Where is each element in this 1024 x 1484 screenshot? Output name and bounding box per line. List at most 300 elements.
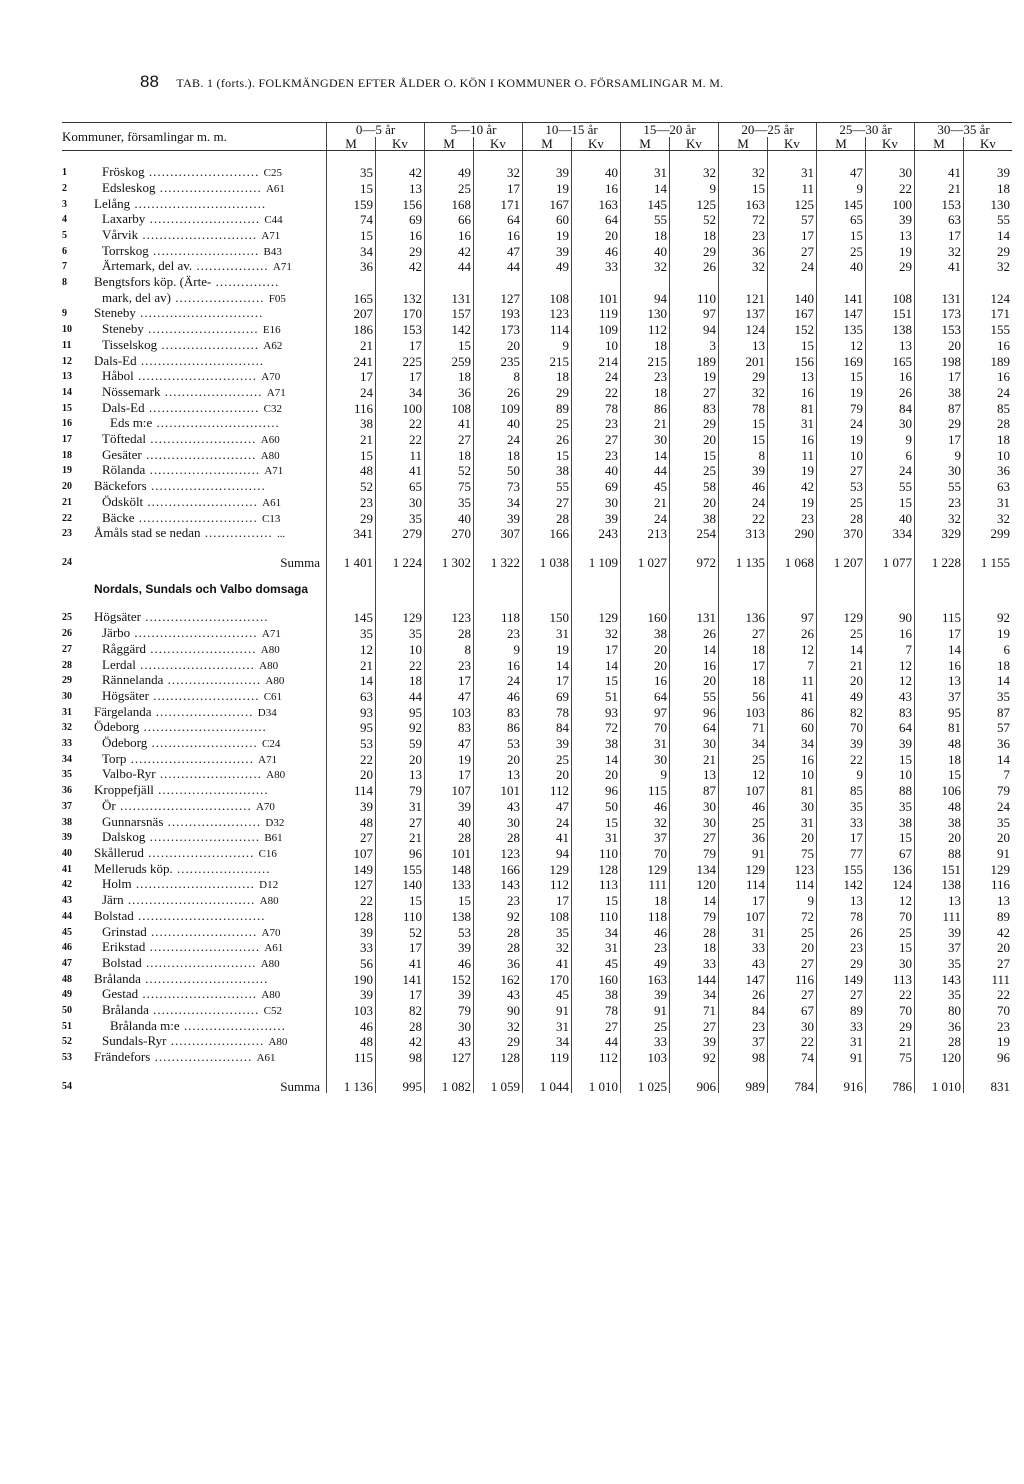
section-spacer	[817, 597, 866, 611]
value-cell: 116	[964, 877, 1013, 893]
spacer-cell	[62, 569, 94, 583]
value-cell: 13	[866, 338, 915, 354]
value-cell: 41	[425, 416, 474, 432]
section-spacer	[523, 597, 572, 611]
dot-leaders: ................	[200, 526, 278, 541]
value-cell: 128	[572, 862, 621, 878]
value-cell: 14	[964, 228, 1013, 244]
value-cell: 784	[768, 1080, 817, 1094]
value-cell: 43	[474, 799, 523, 815]
row-number: 23	[62, 528, 72, 540]
value-cell: 36	[915, 1019, 964, 1035]
dot-leaders: ..........................	[143, 322, 263, 337]
table-row	[62, 830, 1012, 846]
value-cell: 39	[327, 987, 376, 1003]
value-cell: 108	[523, 909, 572, 925]
value-cell: 165	[866, 354, 915, 370]
value-cell: 91	[621, 1003, 670, 1019]
dot-leaders: .................	[192, 259, 273, 274]
row-label	[94, 259, 327, 275]
value-cell: 25	[768, 925, 817, 941]
row-name: Torrskog	[102, 243, 149, 258]
value-cell: 32	[621, 259, 670, 275]
spacer-cell	[964, 1066, 1013, 1080]
row-name: Erikstad	[102, 940, 146, 955]
value-cell: 18	[621, 385, 670, 401]
value-cell: 31	[719, 925, 768, 941]
value-cell: 18	[670, 228, 719, 244]
row-name: Brålanda	[94, 971, 141, 986]
value-cell: 15	[425, 893, 474, 909]
value-cell: 40	[474, 416, 523, 432]
value-cell: 259	[425, 354, 474, 370]
value-cell: 1 077	[866, 556, 915, 570]
value-cell: 1 401	[327, 556, 376, 570]
value-cell: 23	[621, 940, 670, 956]
value-cell: 27	[327, 830, 376, 846]
value-cell	[719, 275, 768, 291]
spacer-cell	[817, 542, 866, 556]
section-spacer	[621, 597, 670, 611]
value-cell: 21	[915, 181, 964, 197]
row-number: 27	[62, 643, 72, 655]
age-group-header: 20—25 år	[719, 123, 817, 137]
parish-code: C61	[263, 690, 283, 703]
age-group-header: 0—5 år	[327, 123, 425, 137]
spacer-cell	[523, 151, 572, 165]
value-cell: 79	[425, 1003, 474, 1019]
spacer-cell	[719, 569, 768, 583]
value-cell: 20	[523, 767, 572, 783]
value-cell: 136	[719, 610, 768, 626]
value-cell: 36	[964, 736, 1013, 752]
spacer-cell	[866, 569, 915, 583]
value-cell: 27	[670, 1019, 719, 1035]
value-cell: 45	[621, 479, 670, 495]
value-cell: 46	[425, 956, 474, 972]
value-cell: 120	[915, 1050, 964, 1066]
value-cell: 115	[915, 610, 964, 626]
row-name: Bengtsfors köp. (Ärte-	[94, 275, 212, 290]
value-cell: 84	[866, 401, 915, 417]
value-cell: 15	[719, 416, 768, 432]
table-row	[62, 495, 1012, 511]
value-cell: 24	[964, 799, 1013, 815]
table-row	[62, 228, 1012, 244]
value-cell: 34	[572, 925, 621, 941]
dot-leaders: .............................	[140, 610, 269, 625]
value-cell: 112	[523, 783, 572, 799]
value-cell: 370	[817, 526, 866, 542]
row-label	[94, 987, 327, 1003]
table-row	[62, 244, 1012, 260]
row-name: Eds m:e	[110, 416, 153, 431]
value-cell: 46	[621, 925, 670, 941]
spacer-cell	[523, 1066, 572, 1080]
value-cell: 30	[768, 799, 817, 815]
sex-header-female: Kv	[670, 137, 719, 151]
row-number: 7	[62, 261, 67, 273]
value-cell: 14	[621, 181, 670, 197]
value-cell: 114	[719, 877, 768, 893]
sex-header-female: Kv	[964, 137, 1013, 151]
value-cell: 16	[376, 228, 425, 244]
value-cell: 18	[670, 940, 719, 956]
spacer-cell	[376, 1066, 425, 1080]
sex-header-female: Kv	[376, 137, 425, 151]
value-cell: 14	[621, 448, 670, 464]
value-cell: 36	[425, 385, 474, 401]
value-cell: 26	[474, 385, 523, 401]
row-number: 1	[62, 167, 67, 179]
value-cell: 73	[474, 479, 523, 495]
value-cell: 16	[474, 658, 523, 674]
dot-leaders: ..............................	[123, 893, 260, 908]
value-cell: 36	[327, 259, 376, 275]
sex-header-female: Kv	[768, 137, 817, 151]
value-cell: 225	[376, 354, 425, 370]
value-cell: 15	[670, 448, 719, 464]
value-cell: 279	[376, 526, 425, 542]
value-cell: 97	[768, 610, 817, 626]
value-cell: 31	[572, 940, 621, 956]
value-cell: 123	[474, 846, 523, 862]
value-cell: 19	[964, 1034, 1013, 1050]
value-cell: 36	[964, 463, 1013, 479]
sex-header-male: M	[915, 137, 964, 151]
value-cell: 41	[376, 463, 425, 479]
dot-leaders: ........................	[179, 1018, 286, 1033]
value-cell: 38	[327, 416, 376, 432]
parish-code: A71	[266, 386, 286, 399]
parish-code: C32	[263, 402, 282, 415]
value-cell	[915, 275, 964, 291]
value-cell: 27	[670, 830, 719, 846]
value-cell: 141	[817, 291, 866, 307]
value-cell: 28	[964, 416, 1013, 432]
row-name: Frändefors	[94, 1050, 151, 1065]
row-number: 2	[62, 182, 67, 194]
value-cell: 116	[768, 972, 817, 988]
value-cell: 17	[719, 658, 768, 674]
value-cell: 19	[670, 369, 719, 385]
value-cell: 15	[817, 369, 866, 385]
value-cell: 129	[376, 610, 425, 626]
value-cell: 9	[817, 767, 866, 783]
value-cell: 17	[425, 673, 474, 689]
dot-leaders: .............................	[136, 353, 265, 368]
value-cell: 16	[425, 228, 474, 244]
value-cell: 15	[327, 448, 376, 464]
value-cell: 134	[670, 862, 719, 878]
section-spacer	[768, 583, 817, 597]
table-row	[62, 909, 1012, 925]
value-cell: 13	[915, 893, 964, 909]
value-cell: 78	[572, 1003, 621, 1019]
value-cell: 30	[866, 416, 915, 432]
row-name: Rännelanda	[102, 673, 164, 688]
dot-leaders: ..........................	[145, 940, 265, 955]
value-cell: 166	[523, 526, 572, 542]
value-cell: 150	[523, 610, 572, 626]
value-cell: 66	[425, 212, 474, 228]
value-cell: 35	[964, 815, 1013, 831]
value-cell: 79	[670, 909, 719, 925]
parish-code: A80	[260, 643, 280, 656]
dot-leaders: .........................	[147, 736, 263, 751]
row-label	[94, 658, 327, 674]
value-cell: 186	[327, 322, 376, 338]
value-cell: 17	[376, 369, 425, 385]
table-row	[62, 197, 1012, 213]
value-cell: 14	[523, 658, 572, 674]
spacer-cell	[523, 569, 572, 583]
value-cell: 25	[621, 1019, 670, 1035]
value-cell: 33	[327, 940, 376, 956]
column-header-communes: Kommuner, församlingar m. m.	[62, 123, 327, 151]
value-cell: 16	[964, 338, 1013, 354]
value-cell: 9	[915, 448, 964, 464]
parish-code: F05	[268, 292, 286, 305]
header-row-age-groups	[62, 123, 1012, 137]
table-row	[62, 354, 1012, 370]
value-cell: 24	[768, 259, 817, 275]
value-cell: 69	[572, 479, 621, 495]
value-cell: 30	[474, 815, 523, 831]
value-cell: 37	[621, 830, 670, 846]
row-label	[94, 1080, 327, 1094]
dot-leaders: .........................	[143, 845, 259, 860]
table-row	[62, 479, 1012, 495]
value-cell: 40	[425, 511, 474, 527]
row-number: 43	[62, 895, 72, 907]
value-cell: 39	[425, 940, 474, 956]
value-cell: 23	[719, 228, 768, 244]
value-cell: 190	[327, 972, 376, 988]
value-cell: 70	[621, 846, 670, 862]
value-cell: 16	[964, 369, 1013, 385]
parish-code: C25	[263, 167, 282, 180]
row-name: Järbo	[102, 626, 131, 641]
value-cell: 18	[964, 432, 1013, 448]
parish-code: A61	[262, 496, 282, 509]
value-cell: 107	[719, 783, 768, 799]
value-cell: 42	[425, 244, 474, 260]
row-label	[94, 244, 327, 260]
row-label	[94, 275, 327, 291]
value-cell: 153	[915, 322, 964, 338]
value-cell: 313	[719, 526, 768, 542]
value-cell: 18	[621, 893, 670, 909]
value-cell: 39	[866, 212, 915, 228]
value-cell: 12	[866, 673, 915, 689]
row-label	[94, 909, 327, 925]
value-cell: 101	[425, 846, 474, 862]
parish-code: A80	[266, 769, 286, 782]
row-label	[94, 338, 327, 354]
value-cell: 7	[964, 767, 1013, 783]
value-cell: 34	[768, 736, 817, 752]
value-cell: 28	[670, 925, 719, 941]
value-cell: 13	[719, 338, 768, 354]
row-label	[94, 846, 327, 862]
row-number: 25	[62, 612, 72, 624]
value-cell: 20	[621, 642, 670, 658]
spacer-cell	[327, 151, 376, 165]
value-cell: 93	[327, 705, 376, 721]
row-number: 16	[62, 418, 72, 430]
value-cell: 129	[621, 862, 670, 878]
value-cell: 32	[915, 244, 964, 260]
value-cell: 49	[425, 165, 474, 181]
row-name: Skållerud	[94, 845, 144, 860]
row-number: 12	[62, 355, 72, 367]
row-name: Gestad	[102, 987, 139, 1002]
value-cell: 72	[719, 212, 768, 228]
spacer-cell	[376, 569, 425, 583]
value-cell: 56	[327, 956, 376, 972]
value-cell: 24	[817, 416, 866, 432]
value-cell: 162	[474, 972, 523, 988]
value-cell: 119	[572, 306, 621, 322]
value-cell: 163	[719, 197, 768, 213]
row-label	[94, 925, 327, 941]
row-number: 50	[62, 1005, 72, 1017]
value-cell: 86	[621, 401, 670, 417]
value-cell: 100	[376, 401, 425, 417]
value-cell: 70	[866, 1003, 915, 1019]
age-group-header: 15—20 år	[621, 123, 719, 137]
value-cell: 20	[474, 338, 523, 354]
spacer-cell	[621, 542, 670, 556]
value-cell: 71	[670, 1003, 719, 1019]
value-cell: 31	[768, 416, 817, 432]
spacer-cell	[621, 1066, 670, 1080]
value-cell: 156	[768, 354, 817, 370]
value-cell: 149	[817, 972, 866, 988]
value-cell: 1 027	[621, 556, 670, 570]
value-cell: 85	[817, 783, 866, 799]
value-cell: 1 059	[474, 1080, 523, 1094]
value-cell: 103	[719, 705, 768, 721]
parish-code: A62	[263, 339, 283, 352]
value-cell: 17	[474, 181, 523, 197]
spacer-cell	[964, 569, 1013, 583]
value-cell: 111	[621, 877, 670, 893]
value-cell: 160	[621, 610, 670, 626]
value-cell	[474, 275, 523, 291]
value-cell: 64	[866, 720, 915, 736]
row-number: 41	[62, 863, 72, 875]
value-cell: 30	[670, 815, 719, 831]
value-cell: 55	[915, 479, 964, 495]
row-number: 33	[62, 738, 72, 750]
value-cell: 152	[768, 322, 817, 338]
value-cell: 9	[768, 893, 817, 909]
table-row	[62, 1034, 1012, 1050]
value-cell: 341	[327, 526, 376, 542]
table-row	[62, 338, 1012, 354]
value-cell: 81	[768, 401, 817, 417]
value-cell: 58	[670, 479, 719, 495]
spacer-cell	[621, 151, 670, 165]
value-cell: 110	[572, 846, 621, 862]
value-cell: 55	[621, 212, 670, 228]
spacer-cell	[915, 151, 964, 165]
parish-code: D12	[259, 879, 279, 892]
value-cell: 21	[327, 338, 376, 354]
value-cell: 67	[866, 846, 915, 862]
value-cell: 107	[425, 783, 474, 799]
value-cell: 170	[376, 306, 425, 322]
value-cell: 147	[817, 306, 866, 322]
value-cell: 49	[523, 259, 572, 275]
table-row	[62, 165, 1012, 181]
value-cell: 41	[768, 689, 817, 705]
row-name: Ör	[102, 798, 116, 813]
value-cell: 18	[719, 673, 768, 689]
value-cell: 20	[915, 338, 964, 354]
row-label	[94, 306, 327, 322]
value-cell: 127	[327, 877, 376, 893]
parish-code: A80	[265, 675, 285, 688]
value-cell: 20	[670, 495, 719, 511]
value-cell: 193	[474, 306, 523, 322]
row-label	[94, 354, 327, 370]
value-cell: 10	[817, 448, 866, 464]
row-name: Fröskog	[102, 165, 145, 180]
dot-leaders: ...........................	[135, 657, 260, 672]
value-cell: 49	[621, 956, 670, 972]
value-cell: 113	[866, 972, 915, 988]
table-row	[62, 610, 1012, 626]
value-cell: 241	[327, 354, 376, 370]
dot-leaders: ..............................	[133, 908, 266, 923]
parish-code: A80	[260, 449, 280, 462]
section-spacer	[866, 583, 915, 597]
value-cell: 48	[327, 815, 376, 831]
parish-code: C13	[261, 512, 281, 525]
value-cell: 109	[572, 322, 621, 338]
value-cell: 13	[376, 767, 425, 783]
value-cell: 47	[817, 165, 866, 181]
row-label	[94, 463, 327, 479]
value-cell: 96	[964, 1050, 1013, 1066]
value-cell: 140	[768, 291, 817, 307]
value-cell: 39	[327, 799, 376, 815]
value-cell: 93	[572, 705, 621, 721]
value-cell: 87	[670, 783, 719, 799]
dot-leaders: .........................	[148, 1003, 264, 1018]
value-cell: 18	[523, 369, 572, 385]
parish-code: A80	[260, 957, 280, 970]
value-cell: 52	[670, 212, 719, 228]
row-label	[94, 705, 327, 721]
value-cell: 46	[621, 799, 670, 815]
row-number: 52	[62, 1036, 72, 1048]
section-spacer	[670, 583, 719, 597]
spacer-cell	[670, 1066, 719, 1080]
value-cell: 25	[719, 752, 768, 768]
row-label	[94, 752, 327, 768]
value-cell: 28	[474, 925, 523, 941]
age-group-header: 30—35 år	[915, 123, 1013, 137]
value-cell: 125	[768, 197, 817, 213]
value-cell: 9	[817, 181, 866, 197]
section-spacer	[327, 597, 376, 611]
section-spacer	[327, 583, 376, 597]
row-name: Håbol	[102, 369, 134, 384]
